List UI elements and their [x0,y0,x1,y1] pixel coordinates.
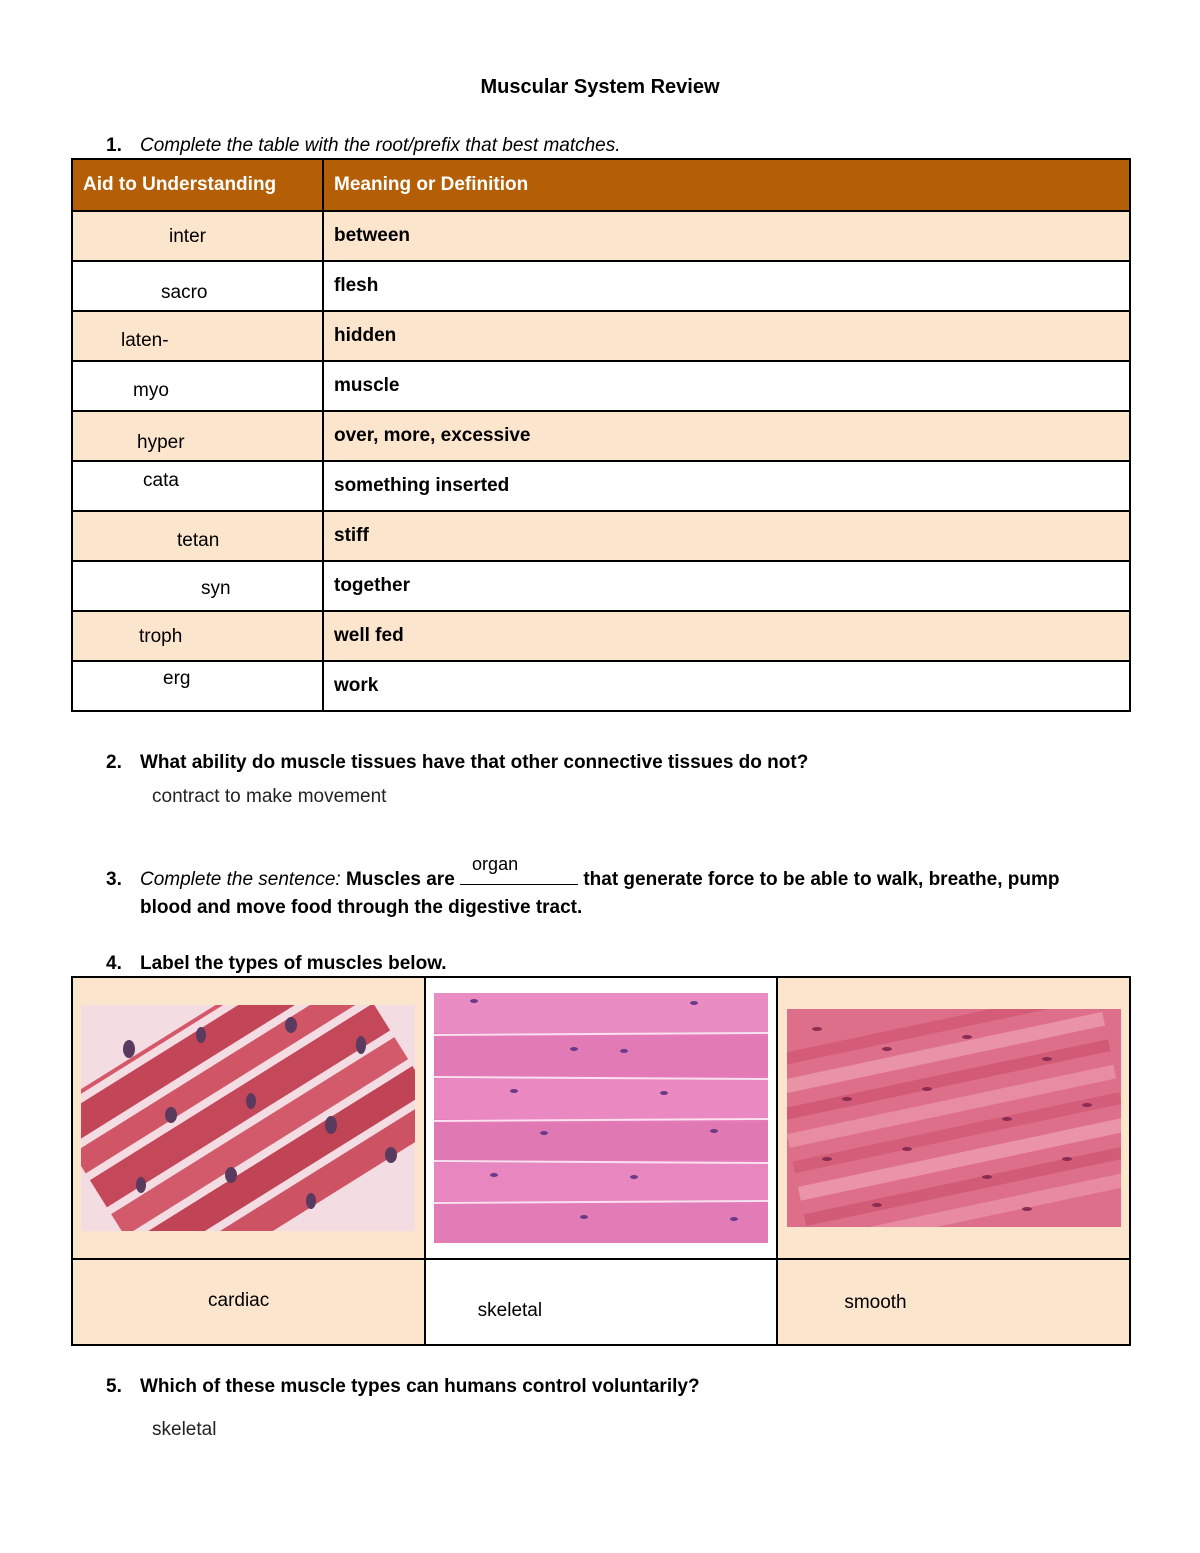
column-header: Aid to Understanding [72,159,323,211]
meaning-cell: stiff [323,511,1130,561]
question-3-line-2: blood and move food through the digestive tract. [140,897,583,918]
muscle-label: skeletal [477,1300,543,1321]
question-number: 2. [106,752,122,773]
meaning-cell: well fed [323,611,1130,661]
table-header-row [72,159,1130,211]
table-row [72,561,1130,611]
label-cell [777,1259,1130,1345]
question-number: 5. [106,1376,122,1397]
question-1 [106,135,621,157]
question-4 [106,953,447,975]
question-text: What ability do muscle tissues have that other connective tissues do not? [140,752,809,773]
muscle-label: cardiac [208,1290,270,1311]
table-row [72,611,1130,661]
muscle-label: smooth [844,1292,907,1313]
vocabulary-table [71,158,1131,712]
question-5 [106,1376,700,1398]
question-3 [106,854,1060,891]
meaning-cell: flesh [323,261,1130,311]
root-cell: hyper [137,432,185,453]
meaning-cell: something inserted [323,461,1130,511]
image-row [72,977,1130,1259]
question-text-pre: Muscles are [345,869,455,890]
question-text: Label the types of muscles below. [140,953,447,974]
root-cell: laten- [121,330,169,351]
question-lead: Complete the sentence: [140,869,341,890]
skeletal-muscle-micrograph [434,993,768,1243]
meaning-cell: over, more, excessive [323,411,1130,461]
meaning-cell: together [323,561,1130,611]
cardiac-muscle-micrograph [81,1005,415,1231]
table-row [72,361,1130,411]
meaning-cell: work [323,661,1130,711]
answer-3: organ [472,854,519,874]
label-cell [72,1259,425,1345]
answer-2: contract to make movement [152,786,387,807]
image-cell [777,977,1130,1259]
table-row [72,211,1130,261]
table-row [72,461,1130,511]
question-number: 3. [106,869,122,890]
label-row [72,1259,1130,1345]
root-cell: tetan [177,530,220,551]
image-cell [72,977,425,1259]
root-cell: myo [133,380,169,401]
meaning-cell: between [323,211,1130,261]
muscle-types-table [71,976,1131,1346]
smooth-muscle-micrograph [787,1009,1121,1227]
question-text: Complete the table with the root/prefix that best matches. [140,135,621,156]
question-text: Which of these muscle types can humans control voluntarily? [140,1376,700,1397]
question-text-post: that generate force to be able to walk, breathe, pump [583,869,1060,890]
table-row [72,661,1130,711]
page-title: Muscular System Review [480,76,720,98]
question-number: 4. [106,953,122,974]
root-cell: syn [201,578,231,599]
root-cell: cata [143,470,179,491]
root-cell: inter [169,226,206,247]
meaning-cell: muscle [323,361,1130,411]
answer-blank [460,854,578,885]
table-row [72,261,1130,311]
question-number: 1. [106,135,122,156]
root-cell: erg [163,668,191,689]
root-cell: sacro [161,282,208,303]
answer-5: skeletal [152,1419,217,1440]
table-row [72,511,1130,561]
image-cell [425,977,778,1259]
meaning-cell: hidden [323,311,1130,361]
column-header: Meaning or Definition [323,159,1130,211]
root-cell: troph [139,626,183,647]
table-row [72,411,1130,461]
table-row [72,311,1130,361]
question-2 [106,752,808,774]
label-cell [425,1259,778,1345]
